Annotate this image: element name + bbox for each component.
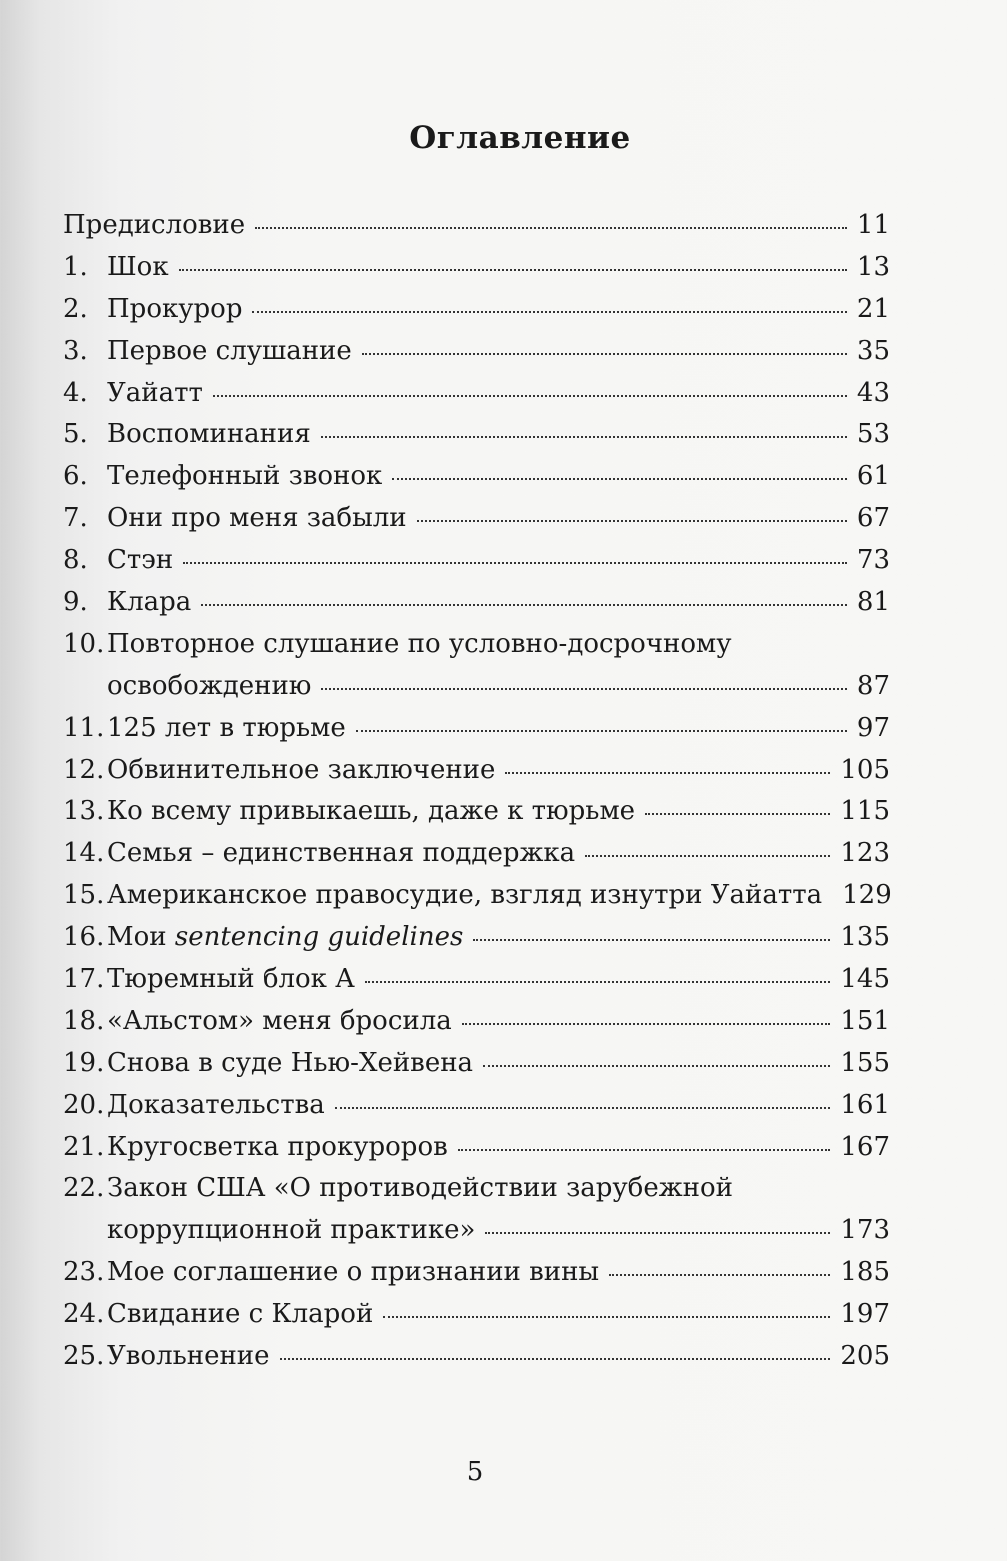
toc-entry[interactable]: [63, 875, 890, 917]
toc-entry[interactable]: [63, 247, 890, 289]
dot-leader: [335, 1105, 831, 1109]
dot-leader: [473, 937, 830, 941]
toc-entry-number: 10.: [63, 628, 105, 659]
toc-entry-page: 53: [856, 419, 890, 450]
toc-entry[interactable]: [63, 540, 890, 582]
dot-leader: [383, 1314, 830, 1318]
toc-entry[interactable]: [63, 289, 890, 331]
toc-entry-page: 11: [856, 210, 890, 240]
toc-entry[interactable]: [63, 624, 890, 666]
toc-entry-title: Доказательства: [107, 1089, 325, 1120]
toc-entry-page: 123: [840, 838, 890, 869]
toc-entry-page: 161: [840, 1089, 890, 1120]
toc-entry-number: 19.: [63, 1047, 105, 1078]
toc-entry-page: 185: [840, 1257, 890, 1288]
dot-leader: [458, 1147, 831, 1151]
toc-entry-title: Американское правосудие, взгляд изнутри Уайатта: [107, 880, 823, 911]
toc-entry-page: 145: [840, 964, 890, 995]
toc-entry[interactable]: [63, 331, 890, 373]
dot-leader: [321, 434, 847, 438]
toc-entry[interactable]: [63, 1168, 890, 1210]
dot-leader: [362, 351, 847, 355]
toc-entry-number: 24.: [63, 1299, 105, 1330]
toc-entry-number: 3.: [63, 335, 88, 366]
dot-leader: [201, 602, 847, 606]
toc-entry-number: 25.: [63, 1341, 105, 1372]
toc-entry-page: 167: [840, 1131, 890, 1162]
toc-entry-title: Воспоминания: [107, 419, 311, 450]
toc-entry-number: 12.: [63, 754, 105, 785]
toc-entry-title: «Альстом» меня бросила: [107, 1005, 452, 1036]
dot-leader: [321, 686, 846, 690]
toc-entry-title-italic: sentencing guidelines: [174, 922, 464, 953]
toc-entry-title: 125 лет в тюрьме: [107, 712, 346, 743]
dot-leader: [183, 560, 847, 564]
dot-leader: [505, 770, 830, 774]
page-number: 5: [466, 1457, 484, 1487]
toc-entry-title: Стэн: [107, 545, 174, 576]
dot-leader: [213, 393, 847, 397]
toc-entry[interactable]: [63, 833, 890, 875]
toc-entry-page: 61: [856, 461, 890, 492]
toc-entry[interactable]: [63, 1252, 890, 1294]
toc-entry[interactable]: [63, 456, 890, 498]
toc-entry-page: 43: [856, 377, 890, 408]
toc-entry-title: Снова в суде Нью-Хейвена: [107, 1047, 474, 1078]
toc-entry-number: 7.: [63, 503, 88, 534]
toc-entry-title: Мои: [107, 922, 175, 953]
toc-entry-number: 14.: [63, 838, 105, 869]
toc-entry-number: 8.: [63, 545, 88, 576]
toc-entry-title: Предисловие: [63, 210, 246, 240]
toc-entry[interactable]: [63, 1001, 890, 1043]
toc-entry-title: Шок: [107, 251, 169, 282]
toc-entry[interactable]: [63, 1043, 890, 1085]
toc-entry[interactable]: [63, 917, 890, 959]
toc-entry[interactable]: [63, 708, 890, 750]
dot-leader: [356, 728, 847, 732]
toc-entry[interactable]: [63, 959, 890, 1001]
toc-entry-title: Мое соглашение о признании вины: [107, 1257, 600, 1288]
toc-entry-page: 87: [856, 670, 890, 701]
toc-entry[interactable]: [63, 1294, 890, 1336]
toc-entry-number: 21.: [63, 1131, 105, 1162]
toc-entry-number: 22.: [63, 1173, 105, 1204]
toc-entry-title: Увольнение: [107, 1341, 270, 1372]
toc-entry-number: 13.: [63, 796, 105, 827]
dot-leader: [483, 1063, 830, 1067]
toc-entry-title: Кругосветка прокуроров: [107, 1131, 448, 1162]
toc-entry[interactable]: [63, 1127, 890, 1169]
toc-entry-number: 9.: [63, 587, 88, 618]
dot-leader: [417, 518, 847, 522]
toc-entry-title: Тюремный блок А: [107, 964, 355, 995]
toc-title: Оглавление: [409, 120, 631, 156]
toc-entry[interactable]: [63, 373, 890, 415]
toc-entry-page: 173: [840, 1215, 890, 1246]
toc-entry-page: 73: [856, 545, 890, 576]
toc-entry-title-continued: коррупционной практике»: [107, 1215, 476, 1246]
toc-entry-page: 151: [840, 1005, 890, 1036]
toc-entry-page: 115: [840, 796, 890, 827]
toc-entry[interactable]: [63, 1085, 890, 1127]
toc-entry-number: 16.: [63, 922, 105, 953]
dot-leader: [365, 979, 830, 983]
toc-entry-number: 1.: [63, 251, 88, 282]
dot-leader: [585, 853, 830, 857]
dot-leader: [485, 1230, 830, 1234]
dot-leader: [280, 1356, 831, 1360]
toc-entry-number: 18.: [63, 1005, 105, 1036]
toc-entry-number: 6.: [63, 461, 88, 492]
dot-leader: [179, 267, 847, 271]
toc-entry-title: Повторное слушание по условно-досрочному: [107, 628, 732, 659]
dot-leader: [252, 309, 846, 313]
toc-entry-number: 20.: [63, 1089, 105, 1120]
toc-entry[interactable]: [63, 582, 890, 624]
toc-entry-title: Телефонный звонок: [107, 461, 383, 492]
toc-entry-continuation[interactable]: [63, 1210, 890, 1252]
toc-entry-page: 67: [856, 503, 890, 534]
toc-entry-title: Прокурор: [107, 293, 243, 324]
dot-leader: [392, 476, 847, 480]
toc-entry-title: Ко всему привыкаешь, даже к тюрьме: [107, 796, 636, 827]
toc-entry-page: 205: [840, 1341, 890, 1372]
toc-entry-page: 129: [842, 880, 892, 911]
toc-entry[interactable]: [63, 1336, 890, 1378]
toc-entry-page: 81: [856, 587, 890, 618]
toc-entry-title-continued: освобождению: [107, 670, 312, 701]
table-of-contents: [63, 205, 890, 1378]
toc-entry-title: Уайатт: [107, 377, 203, 408]
dot-leader: [462, 1021, 831, 1025]
toc-entry-title: Свидание с Кларой: [107, 1299, 374, 1330]
toc-entry-page: 35: [856, 335, 890, 366]
toc-entry[interactable]: [63, 414, 890, 456]
toc-entry[interactable]: [63, 791, 890, 833]
toc-entry-page: 135: [840, 922, 890, 953]
toc-entry-title: Они про меня забыли: [107, 503, 407, 534]
toc-entry-continuation[interactable]: [63, 666, 890, 708]
toc-entry-number: 5.: [63, 419, 88, 450]
dot-leader: [609, 1272, 830, 1276]
toc-entry-title: Обвинительное заключение: [107, 754, 496, 785]
toc-entry-number: 4.: [63, 377, 88, 408]
toc-entry-number: 2.: [63, 293, 88, 324]
toc-entry-title: Первое слушание: [107, 335, 352, 366]
toc-entry-title: Закон США «О противодействии зарубежной: [107, 1173, 733, 1204]
toc-entry[interactable]: [63, 750, 890, 792]
toc-entry-page: 21: [856, 293, 890, 324]
dot-leader: [645, 811, 830, 815]
toc-entry-number: 23.: [63, 1257, 105, 1288]
toc-entry-number: 11.: [63, 712, 105, 743]
toc-entry-page: 13: [856, 251, 890, 282]
toc-entry-page: 105: [840, 754, 890, 785]
toc-entry-page: 97: [856, 712, 890, 743]
toc-entry-number: 15.: [63, 880, 105, 911]
toc-entry-title: Семья – единственная поддержка: [107, 838, 576, 869]
dot-leader: [255, 225, 847, 229]
toc-entry-title: Клара: [107, 587, 192, 618]
toc-entry-number: 17.: [63, 964, 105, 995]
toc-entry-page: 155: [840, 1047, 890, 1078]
toc-entry[interactable]: [63, 498, 890, 540]
toc-entry-preface[interactable]: [63, 205, 890, 247]
toc-entry-page: 197: [840, 1299, 890, 1330]
